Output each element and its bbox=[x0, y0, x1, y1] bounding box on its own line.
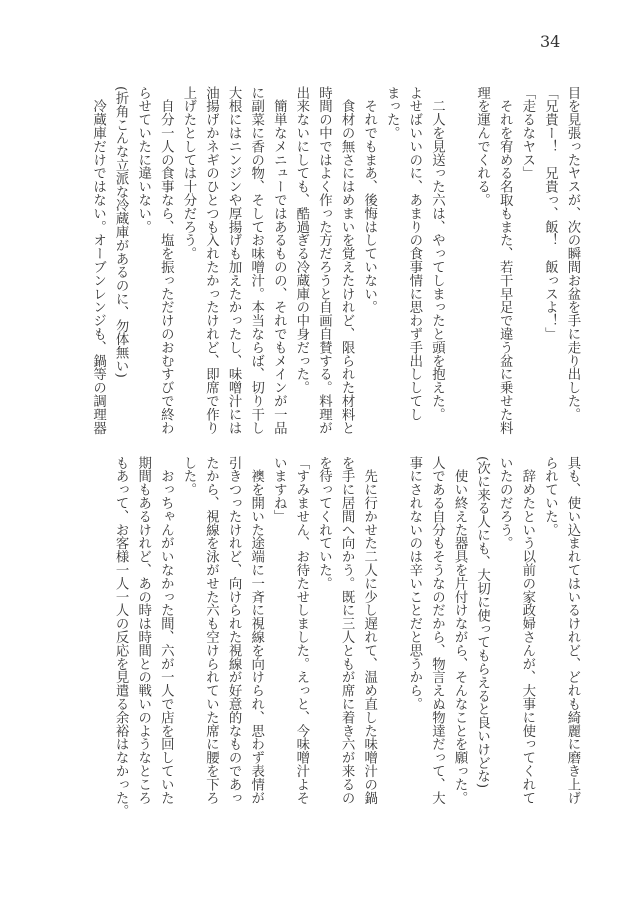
text-line: 期間もあるけれど、あの時は時間との戦いのようなところ bbox=[135, 456, 151, 805]
text-line: 人である自分もそうなのだから、物言えぬ物達だって、大 bbox=[429, 456, 445, 805]
upper-text-block bbox=[86, 86, 583, 435]
text-line: 「兄貴ー！ 兄貴っ、飯！ 飯っスよ！」 bbox=[542, 86, 558, 341]
text-line: それを宥める名取もまた、若干早足で違う盆に乗せた料 bbox=[497, 86, 513, 435]
text-line: よせばいいのに、あまりの食事情に思わず手出ししてし bbox=[406, 86, 422, 421]
text-line: もあって、お客様一人一人の反応を見遣る余裕はなかった。 bbox=[113, 456, 129, 818]
text-line: 出来ないにしても、酷過ぎる冷蔵庫の中身だった。 bbox=[293, 86, 309, 395]
text-line: られていた。 bbox=[542, 456, 558, 537]
text-line: 大根にはニンジンや厚揚げも加えたかったし、味噌汁には bbox=[226, 86, 242, 435]
text-line: 二人を見送った六は、やってしまったと頭を抱えた。 bbox=[429, 86, 445, 421]
text-line: を待ってくれていた。 bbox=[316, 456, 332, 590]
page-number: 34 bbox=[540, 32, 561, 51]
text-line: 簡単なメニューではあるものの、それでもメインが一品 bbox=[271, 86, 287, 435]
text-line: (次に来る人にも、大切に使ってもらえると良いけどな) bbox=[474, 456, 490, 789]
text-line: 時間の中ではよく作った方だろうと自画自賛する。料理が bbox=[316, 86, 332, 435]
text-line: おっちゃんがいなかった間、六が一人で店を回していた bbox=[158, 456, 174, 805]
text-line: 先に行かせた二人に少し遅れて、温め直した味噌汁の鍋 bbox=[361, 456, 377, 805]
text-line: たから、視線を泳がせた六も空けられていた席に腰を下ろ bbox=[203, 456, 219, 805]
lower-text-block bbox=[109, 456, 583, 818]
text-line: 引きつったけれど、向けられた視線が好意的なものであっ bbox=[226, 456, 242, 805]
text-line: らせていたに違いない。 bbox=[135, 86, 151, 234]
text-line: した。 bbox=[180, 456, 196, 497]
text-line: 油揚げかネギのひとつも入れたかったけれど、即席で作り bbox=[203, 86, 219, 435]
text-line: 事にされないのは辛いことだと思うから。 bbox=[406, 456, 422, 711]
text-line: 冷蔵庫だけではない。オーブンレンジも、鍋等の調理器 bbox=[90, 86, 106, 435]
text-line: 目を見張ったヤスが、次の瞬間お盆を手に走り出した。 bbox=[565, 86, 580, 421]
text-line: 「走るなヤス」 bbox=[519, 86, 535, 180]
text-line: いますね」 bbox=[271, 456, 287, 523]
text-line: 使い終えた器具を片付けながら、そんなことを願った。 bbox=[452, 456, 468, 805]
text-line: を手に居間へ向かう。既に三人ともが席に着き六が来るの bbox=[339, 456, 355, 805]
text-line: に副菜に香の物、そしてお味噌汁。本当ならば、切り干し bbox=[248, 86, 264, 435]
text-line: いたのだろう。 bbox=[497, 456, 513, 550]
text-line bbox=[447, 86, 470, 431]
text-line: 上げたとしては十分だろう。 bbox=[180, 86, 196, 261]
text-line: 襖を開いた途端に一斉に視線を向けられ、思わず表情が bbox=[248, 456, 264, 805]
text-line: 自分一人の食事なら、塩を振っただけのおむすびで終わ bbox=[158, 86, 174, 435]
text-line: 理を運んでくれる。 bbox=[474, 86, 490, 207]
text-line bbox=[380, 456, 403, 801]
text-line: 辞めたという以前の家政婦さんが、大事に使ってくれて bbox=[519, 456, 535, 805]
text-line: 具も、使い込まれてはいるけれど、どれも綺麗に磨き上げ bbox=[565, 456, 580, 805]
text-line: それでもまあ、後悔はしていない。 bbox=[361, 86, 377, 314]
text-line: (折角こんな立派な冷蔵庫があるのに、勿体無い) bbox=[113, 86, 129, 378]
text-line: まった。 bbox=[384, 86, 400, 140]
text-line: 「すみません、お待たせしました。えっと、今味噌汁よそ bbox=[293, 456, 309, 805]
text-line: 食材の無さにはめまいを覚えたけれど、限られた材料と bbox=[339, 86, 355, 435]
